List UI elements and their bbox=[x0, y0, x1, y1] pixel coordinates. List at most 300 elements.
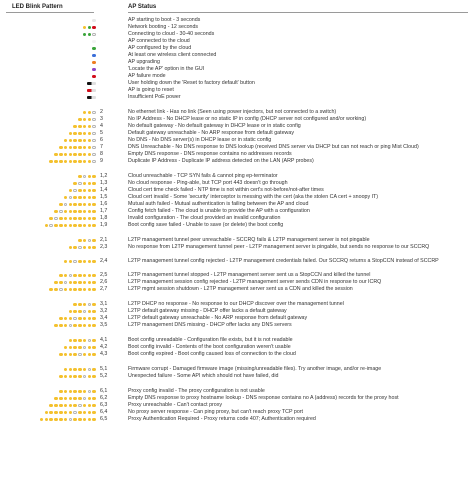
status-text: L2TP default gateway missing - DHCP offer lacks a default gateway bbox=[128, 308, 287, 314]
led-dot-icon bbox=[88, 375, 92, 379]
led-dot-icon bbox=[59, 281, 63, 285]
led-dot-icon bbox=[88, 160, 92, 164]
led-dot-icon bbox=[92, 353, 96, 357]
led-dot-icon bbox=[92, 146, 96, 150]
led-dot-icon bbox=[88, 260, 92, 264]
led-dot-icon bbox=[59, 324, 63, 328]
led-dot-icon bbox=[69, 281, 73, 285]
led-dot-icon bbox=[69, 397, 73, 401]
status-text: AP upgrading bbox=[128, 59, 161, 65]
led-dot-icon bbox=[88, 303, 92, 307]
led-dot-icon bbox=[64, 281, 68, 285]
status-row bbox=[0, 258, 474, 272]
led-dot-icon bbox=[83, 368, 87, 372]
led-dot-icon bbox=[92, 196, 96, 200]
led-dot-icon bbox=[59, 353, 63, 357]
led-dot-icon bbox=[59, 203, 63, 207]
status-text: L2TP management tunnel peer unreachable - SCCRQ fails & L2TP management server is not pingable bbox=[128, 237, 370, 243]
led-dot-icon bbox=[87, 89, 96, 92]
led-dot-icon bbox=[92, 411, 96, 415]
status-row bbox=[0, 308, 474, 315]
led-dot-icon bbox=[78, 281, 82, 285]
led-dot-icon bbox=[83, 346, 87, 350]
led-dot-icon bbox=[92, 153, 96, 157]
led-pattern bbox=[14, 416, 96, 423]
led-dot-icon bbox=[45, 418, 49, 422]
blink-code: 1,9 bbox=[100, 222, 108, 228]
status-text: L2TP management tunnel config rejected - L2TP management credentials failed. Our SCCRQ returns a StopCCN instead of SCCRP bbox=[128, 258, 439, 264]
status-text: No IP Address - No DHCP lease or no static IP in config (DHCP server not configured and/or working) bbox=[128, 116, 367, 122]
led-dot-icon bbox=[73, 324, 77, 328]
led-pattern bbox=[14, 116, 96, 123]
status-text: Connecting to cloud - 30-40 seconds bbox=[128, 31, 215, 37]
led-dot-icon bbox=[78, 146, 82, 150]
led-pattern bbox=[14, 94, 96, 101]
status-text: Unexpected failure - Some API which should not have failed, did bbox=[128, 373, 279, 379]
led-dot-icon bbox=[54, 397, 58, 401]
led-dot-icon bbox=[78, 411, 82, 415]
led-dot-icon bbox=[83, 139, 87, 143]
blink-code: 4,1 bbox=[100, 337, 108, 343]
blink-code: 1,3 bbox=[100, 180, 108, 186]
led-dot-icon bbox=[73, 203, 77, 207]
led-dot-icon bbox=[64, 418, 68, 422]
led-dot-icon bbox=[73, 160, 77, 164]
led-dot-icon bbox=[59, 375, 63, 379]
status-text: L2TP management tunnel stopped - L2TP management server sent us a StopCCN and killed the tunnel bbox=[128, 272, 371, 278]
status-text: Empty DNS response - DNS response contains no addresses records bbox=[128, 151, 292, 157]
led-dot-icon bbox=[59, 397, 63, 401]
led-dot-icon bbox=[83, 324, 87, 328]
status-row bbox=[0, 322, 474, 329]
led-pattern bbox=[14, 215, 96, 222]
led-dot-icon bbox=[83, 217, 87, 221]
led-dot-icon bbox=[78, 182, 82, 186]
status-text: L2TP DHCP no response - No response to our DHCP discover over the management tunnel bbox=[128, 301, 344, 307]
led-dot-icon bbox=[73, 375, 77, 379]
status-text: Mutual auth failed - Mutual authentication is failing between the AP and cloud bbox=[128, 201, 309, 207]
led-dot-icon bbox=[69, 353, 73, 357]
blink-code: 3,5 bbox=[100, 322, 108, 328]
led-dot-icon bbox=[92, 182, 96, 186]
led-pattern bbox=[14, 80, 96, 87]
led-pattern bbox=[14, 187, 96, 194]
status-row bbox=[0, 237, 474, 244]
led-dot-icon bbox=[78, 246, 82, 250]
status-text: AP configured by the cloud bbox=[128, 45, 192, 51]
led-dot-icon bbox=[88, 397, 92, 401]
status-text: L2TP management session config rejected - L2TP management server sends CDN in response to our ICRQ bbox=[128, 279, 382, 285]
blink-code: 7 bbox=[100, 144, 103, 150]
led-dot-icon bbox=[92, 175, 96, 179]
led-dot-icon bbox=[59, 317, 63, 321]
led-pattern bbox=[14, 208, 96, 215]
led-pattern bbox=[14, 366, 96, 373]
led-dot-icon bbox=[64, 390, 68, 394]
led-dot-icon bbox=[83, 390, 87, 394]
status-text: AP is going to reset bbox=[128, 87, 174, 93]
led-dot-icon bbox=[54, 418, 58, 422]
led-dot-icon bbox=[73, 390, 77, 394]
led-dot-icon bbox=[64, 160, 68, 164]
led-dot-icon bbox=[92, 132, 96, 136]
led-dot-icon bbox=[69, 339, 73, 343]
led-dot-icon bbox=[69, 189, 73, 193]
led-pattern bbox=[14, 286, 96, 293]
led-dot-icon bbox=[73, 418, 77, 422]
status-row bbox=[0, 123, 474, 130]
led-pattern bbox=[14, 308, 96, 315]
status-text: Insufficient PoE power bbox=[128, 94, 181, 100]
status-text: AP connected to the cloud bbox=[128, 38, 190, 44]
led-dot-icon bbox=[88, 281, 92, 285]
led-dot-icon bbox=[73, 404, 77, 408]
led-dot-icon bbox=[92, 26, 96, 30]
led-dot-icon bbox=[73, 260, 77, 264]
led-dot-icon bbox=[73, 224, 77, 228]
led-pattern bbox=[14, 344, 96, 351]
led-dot-icon bbox=[73, 196, 77, 200]
led-dot-icon bbox=[54, 217, 58, 221]
led-dot-icon bbox=[69, 317, 73, 321]
led-dot-icon bbox=[88, 196, 92, 200]
led-dot-icon bbox=[78, 418, 82, 422]
status-row bbox=[0, 38, 474, 45]
led-dot-icon bbox=[88, 33, 92, 37]
status-row bbox=[0, 222, 474, 229]
led-dot-icon bbox=[64, 288, 68, 292]
led-dot-icon bbox=[88, 189, 92, 193]
led-dot-icon bbox=[73, 353, 77, 357]
led-dot-icon bbox=[69, 368, 73, 372]
led-dot-icon bbox=[69, 196, 73, 200]
status-text: No DNS - No DNS server(s) in DHCP lease or in static config bbox=[128, 137, 272, 143]
led-dot-icon bbox=[69, 139, 73, 143]
led-dot-icon bbox=[59, 418, 63, 422]
blink-code: 1,4 bbox=[100, 187, 108, 193]
led-dot-icon bbox=[64, 404, 68, 408]
led-dot-icon bbox=[88, 346, 92, 350]
led-dot-icon bbox=[83, 353, 87, 357]
status-text: AP starting to boot - 3 seconds bbox=[128, 17, 201, 23]
blink-code: 2,6 bbox=[100, 279, 108, 285]
led-dot-icon bbox=[92, 111, 96, 115]
blink-code: 1,8 bbox=[100, 215, 108, 221]
led-dot-icon bbox=[78, 303, 82, 307]
led-dot-icon bbox=[54, 404, 58, 408]
led-dot-icon bbox=[88, 224, 92, 228]
ap-status-header: AP Status bbox=[128, 4, 157, 10]
status-text: No cloud response - Ping-able, but TCP port 443 doesn't go through bbox=[128, 180, 288, 186]
led-dot-icon bbox=[83, 418, 87, 422]
led-dot-icon bbox=[92, 54, 96, 58]
status-row bbox=[0, 130, 474, 137]
led-dot-icon bbox=[69, 132, 73, 136]
led-dot-icon bbox=[92, 125, 96, 129]
led-pattern bbox=[14, 144, 96, 151]
led-dot-icon bbox=[64, 224, 68, 228]
led-dot-icon bbox=[92, 224, 96, 228]
led-dot-icon bbox=[88, 368, 92, 372]
status-text: L2TP mgmt session shutdown - L2TP management server sent us a CDN and killed the session bbox=[128, 286, 353, 292]
led-dot-icon bbox=[54, 224, 58, 228]
status-row bbox=[0, 286, 474, 293]
led-pattern bbox=[14, 337, 96, 344]
led-dot-icon bbox=[73, 153, 77, 157]
blink-code: 3 bbox=[100, 116, 103, 122]
led-dot-icon bbox=[78, 189, 82, 193]
led-dot-icon bbox=[54, 160, 58, 164]
blink-code: 2,7 bbox=[100, 286, 108, 292]
status-row bbox=[0, 180, 474, 187]
led-dot-icon bbox=[64, 368, 68, 372]
status-row bbox=[0, 87, 474, 94]
led-dot-icon bbox=[40, 418, 44, 422]
led-dot-icon bbox=[64, 153, 68, 157]
led-dot-icon bbox=[59, 210, 63, 214]
led-pattern bbox=[14, 201, 96, 208]
led-dot-icon bbox=[78, 353, 82, 357]
led-dot-icon bbox=[92, 404, 96, 408]
status-row bbox=[0, 151, 474, 158]
led-dot-icon bbox=[64, 196, 68, 200]
led-dot-icon bbox=[59, 274, 63, 278]
led-dot-icon bbox=[69, 288, 73, 292]
led-pattern bbox=[14, 194, 96, 201]
led-dot-icon bbox=[69, 418, 73, 422]
led-pattern bbox=[14, 173, 96, 180]
status-row bbox=[0, 52, 474, 59]
status-row bbox=[0, 80, 474, 87]
led-dot-icon bbox=[88, 217, 92, 221]
led-dot-icon bbox=[59, 224, 63, 228]
status-text: No response from L2TP management tunnel peer - L2TP management server is pingable, but sends no response to our SCCRQ bbox=[128, 244, 430, 250]
led-dot-icon bbox=[64, 139, 68, 143]
status-text: At least one wireless client connected bbox=[128, 52, 217, 58]
status-row bbox=[0, 173, 474, 180]
status-row bbox=[0, 402, 474, 409]
led-pattern bbox=[14, 315, 96, 322]
led-dot-icon bbox=[78, 160, 82, 164]
led-dot-icon bbox=[88, 111, 92, 115]
led-dot-icon bbox=[78, 132, 82, 136]
led-dot-icon bbox=[78, 210, 82, 214]
led-dot-icon bbox=[64, 203, 68, 207]
status-text: Proxy unreachable - Can't contact proxy bbox=[128, 402, 223, 408]
led-dot-icon bbox=[59, 217, 63, 221]
blink-code: 3,2 bbox=[100, 308, 108, 314]
status-row bbox=[0, 315, 474, 322]
led-pattern bbox=[14, 409, 96, 416]
led-dot-icon bbox=[73, 189, 77, 193]
led-pattern bbox=[14, 137, 96, 144]
led-dot-icon bbox=[83, 125, 87, 129]
status-row bbox=[0, 194, 474, 201]
led-dot-icon bbox=[45, 224, 49, 228]
blink-code: 4,3 bbox=[100, 351, 108, 357]
led-dot-icon bbox=[92, 118, 96, 122]
status-row bbox=[0, 17, 474, 24]
led-dot-icon bbox=[69, 203, 73, 207]
led-dot-icon bbox=[92, 246, 96, 250]
status-row bbox=[0, 45, 474, 52]
status-row bbox=[0, 272, 474, 279]
blink-code: 2 bbox=[100, 109, 103, 115]
led-dot-icon bbox=[83, 203, 87, 207]
led-dot-icon bbox=[73, 146, 77, 150]
led-dot-icon bbox=[92, 346, 96, 350]
led-dot-icon bbox=[69, 160, 73, 164]
led-dot-icon bbox=[78, 153, 82, 157]
blink-code: 4 bbox=[100, 123, 103, 129]
led-dot-icon bbox=[88, 118, 92, 122]
led-dot-icon bbox=[59, 146, 63, 150]
status-header-divider bbox=[128, 12, 468, 13]
led-dot-icon bbox=[78, 339, 82, 343]
blink-code: 1,7 bbox=[100, 208, 108, 214]
status-text: L2TP management DNS missing - DHCP offer lacks any DNS servers bbox=[128, 322, 292, 328]
blink-code: 9 bbox=[100, 158, 103, 164]
status-row bbox=[0, 301, 474, 308]
led-pattern bbox=[14, 31, 96, 38]
led-dot-icon bbox=[92, 375, 96, 379]
led-dot-icon bbox=[88, 418, 92, 422]
led-dot-icon bbox=[54, 324, 58, 328]
led-dot-icon bbox=[88, 239, 92, 243]
led-dot-icon bbox=[69, 390, 73, 394]
led-dot-icon bbox=[78, 368, 82, 372]
led-dot-icon bbox=[92, 239, 96, 243]
status-row bbox=[0, 201, 474, 208]
led-dot-icon bbox=[73, 368, 77, 372]
led-dot-icon bbox=[88, 175, 92, 179]
led-dot-icon bbox=[78, 346, 82, 350]
led-dot-icon bbox=[78, 175, 82, 179]
led-dot-icon bbox=[88, 146, 92, 150]
led-dot-icon bbox=[73, 310, 77, 314]
led-dot-icon bbox=[88, 404, 92, 408]
led-dot-icon bbox=[73, 210, 77, 214]
led-pattern bbox=[14, 52, 96, 59]
status-row bbox=[0, 416, 474, 423]
status-row bbox=[0, 373, 474, 380]
status-row bbox=[0, 144, 474, 151]
led-dot-icon bbox=[64, 260, 68, 264]
led-dot-icon bbox=[83, 246, 87, 250]
led-dot-icon bbox=[73, 397, 77, 401]
led-dot-icon bbox=[92, 418, 96, 422]
led-dot-icon bbox=[69, 375, 73, 379]
blink-code: 6 bbox=[100, 137, 103, 143]
led-dot-icon bbox=[73, 139, 77, 143]
blink-code: 8 bbox=[100, 151, 103, 157]
led-dot-icon bbox=[83, 274, 87, 278]
led-dot-icon bbox=[83, 224, 87, 228]
led-dot-icon bbox=[88, 339, 92, 343]
led-dot-icon bbox=[69, 217, 73, 221]
status-text: DNS Unreachable - No DNS response to DNS lookup (received DNS server via DHCP but can not reach or ping Mist Cloud) bbox=[128, 144, 419, 150]
led-dot-icon bbox=[49, 224, 53, 228]
status-text: Cloud cert invalid - Some 'security' interceptor is messing with the cert (aka the stolen CA cert + snoopy IT) bbox=[128, 194, 379, 200]
blink-code: 2,1 bbox=[100, 237, 108, 243]
led-pattern bbox=[14, 272, 96, 279]
led-dot-icon bbox=[78, 139, 82, 143]
status-text: Boot config save failed - Unable to save (or delete) the boot config bbox=[128, 222, 284, 228]
led-dot-icon bbox=[78, 260, 82, 264]
status-text: Config fetch failed - The cloud is unable to provide the AP with a configuration bbox=[128, 208, 310, 214]
led-dot-icon bbox=[73, 303, 77, 307]
status-row bbox=[0, 137, 474, 144]
status-row bbox=[0, 158, 474, 165]
led-dot-icon bbox=[88, 182, 92, 186]
led-dot-icon bbox=[92, 260, 96, 264]
led-pattern bbox=[14, 109, 96, 116]
status-text: Proxy Authentication Required - Proxy returns code 407; Authentication required bbox=[128, 416, 316, 422]
led-dot-icon bbox=[59, 288, 63, 292]
led-dot-icon bbox=[54, 153, 58, 157]
status-row bbox=[0, 344, 474, 351]
blink-code: 4,2 bbox=[100, 344, 108, 350]
led-dot-icon bbox=[78, 203, 82, 207]
led-pattern bbox=[14, 38, 96, 45]
led-dot-icon bbox=[88, 353, 92, 357]
led-dot-icon bbox=[92, 210, 96, 214]
status-row bbox=[0, 109, 474, 116]
status-row bbox=[0, 73, 474, 80]
status-text: Proxy config invalid - The proxy configuration is not usable bbox=[128, 388, 265, 394]
led-dot-icon bbox=[92, 160, 96, 164]
led-dot-icon bbox=[83, 310, 87, 314]
led-dot-icon bbox=[73, 281, 77, 285]
led-dot-icon bbox=[69, 246, 73, 250]
led-pattern bbox=[14, 351, 96, 358]
led-dot-icon bbox=[78, 390, 82, 394]
status-text: 'Locate the AP' option in the GUI bbox=[128, 66, 205, 72]
led-dot-icon bbox=[83, 303, 87, 307]
led-dot-icon bbox=[78, 196, 82, 200]
led-dot-icon bbox=[88, 139, 92, 143]
led-dot-icon bbox=[78, 404, 82, 408]
led-pattern bbox=[14, 130, 96, 137]
led-dot-icon bbox=[83, 26, 87, 30]
led-dot-icon bbox=[64, 375, 68, 379]
led-dot-icon bbox=[92, 33, 96, 37]
led-dot-icon bbox=[88, 411, 92, 415]
led-dot-icon bbox=[49, 288, 53, 292]
led-dot-icon bbox=[64, 353, 68, 357]
led-pattern bbox=[14, 24, 96, 31]
status-text: No ethernet link - Has no link (Seen using power injectors, but not connected to a switch) bbox=[128, 109, 337, 115]
status-text: Empty DNS response to proxy hostname lookup - DNS response contains no A (address) records for the proxy host bbox=[128, 395, 399, 401]
led-dot-icon bbox=[54, 288, 58, 292]
led-dot-icon bbox=[73, 217, 77, 221]
blink-code: 2,5 bbox=[100, 272, 108, 278]
led-dot-icon bbox=[64, 411, 68, 415]
led-dot-icon bbox=[83, 160, 87, 164]
led-dot-icon bbox=[78, 224, 82, 228]
led-dot-icon bbox=[83, 111, 87, 115]
led-pattern bbox=[14, 373, 96, 380]
status-text: Boot config unreadable - Configuration file exists, but it is not readable bbox=[128, 337, 293, 343]
led-pattern bbox=[14, 237, 96, 244]
status-text: AP failure mode bbox=[128, 73, 166, 79]
led-dot-icon bbox=[88, 132, 92, 136]
blink-code: 3,4 bbox=[100, 315, 108, 321]
led-dot-icon bbox=[92, 281, 96, 285]
led-dot-icon bbox=[49, 418, 53, 422]
led-dot-icon bbox=[54, 281, 58, 285]
led-dot-icon bbox=[83, 189, 87, 193]
